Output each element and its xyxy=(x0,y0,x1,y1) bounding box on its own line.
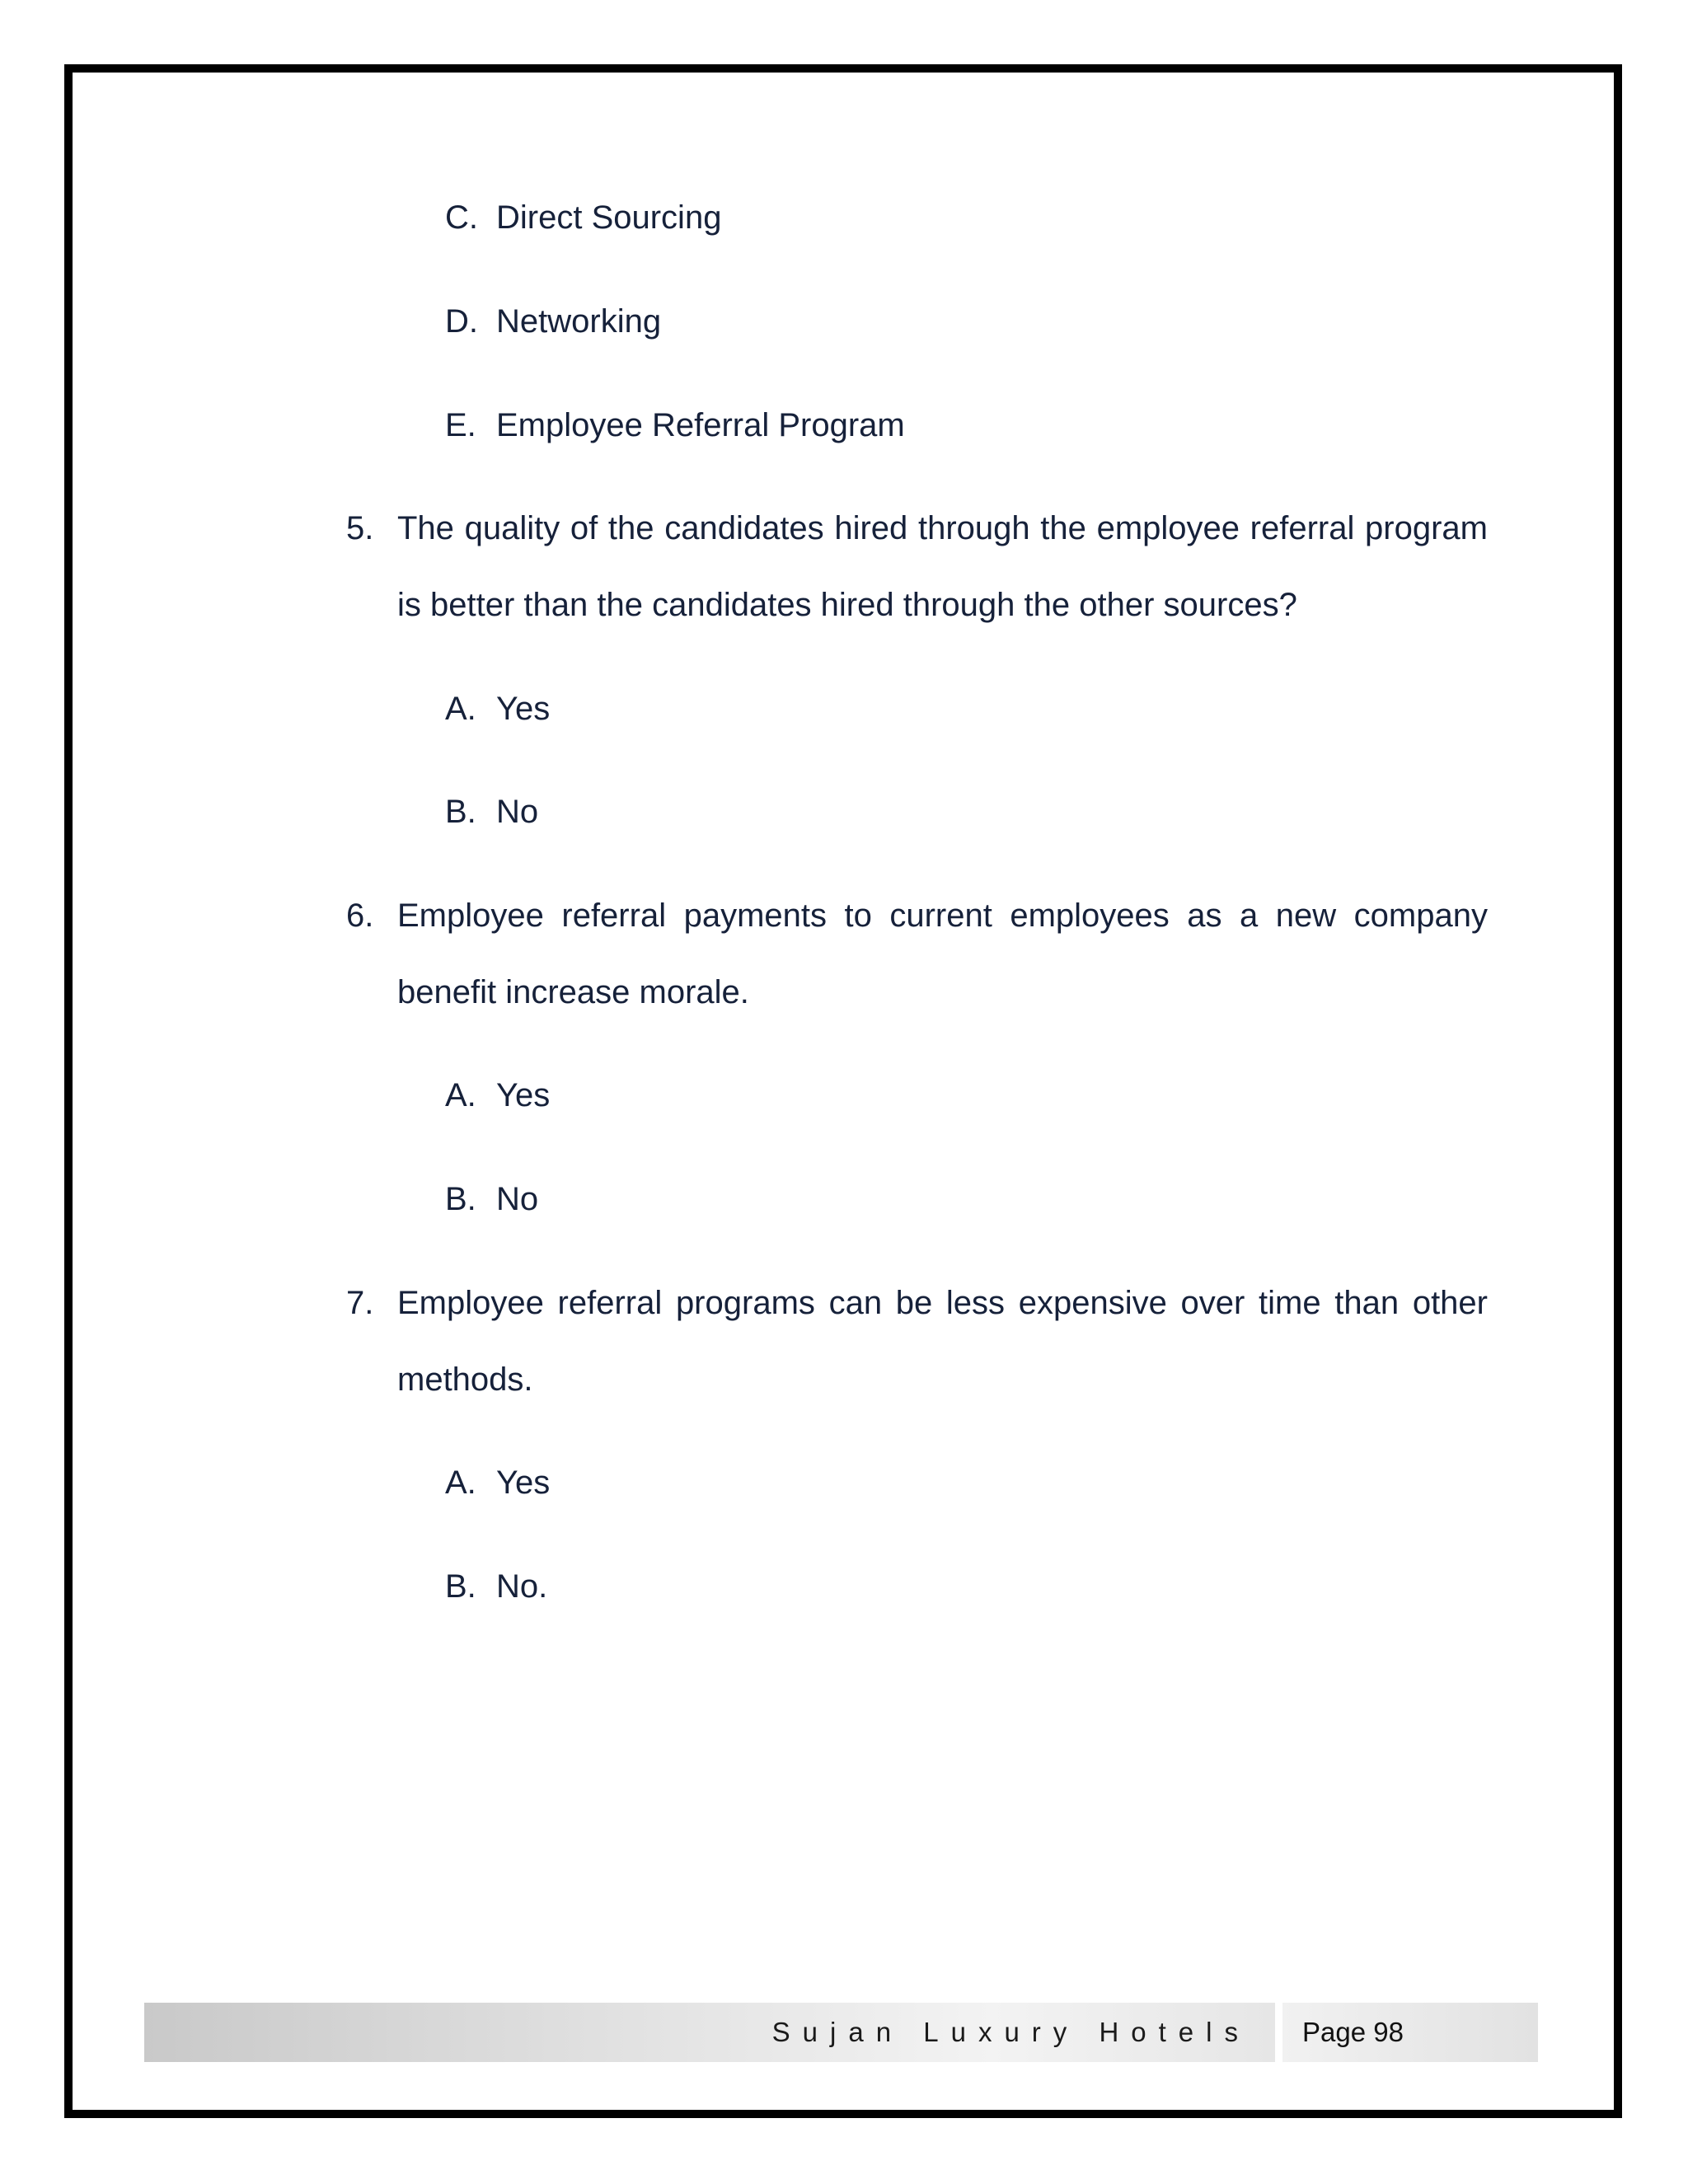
option-text: Direct Sourcing xyxy=(496,199,722,236)
question-text-line: methods. xyxy=(397,1361,533,1398)
option-letter: A. xyxy=(445,1465,476,1501)
question-text-line: Employee referral payments to current employees as a new company xyxy=(397,898,1488,934)
option-text: Employee Referral Program xyxy=(496,407,905,443)
option-letter: B. xyxy=(445,794,476,830)
option-letter: A. xyxy=(445,1077,476,1113)
option-text: No. xyxy=(496,1568,548,1605)
option-text: Yes xyxy=(496,1465,551,1501)
question-number: 5. xyxy=(346,510,374,546)
option-text: No xyxy=(496,794,539,830)
option-letter: D. xyxy=(445,303,478,340)
option-letter: C. xyxy=(445,199,478,236)
option-text: Yes xyxy=(496,691,551,727)
option-text: No xyxy=(496,1181,539,1217)
option-text: Yes xyxy=(496,1077,551,1113)
footer-brand: Sujan Luxury Hotels xyxy=(771,2017,1250,2047)
question-text-line: benefit increase morale. xyxy=(397,974,749,1010)
option-text: Networking xyxy=(496,303,662,340)
footer-page-box xyxy=(1282,2003,1538,2062)
page-border xyxy=(64,64,1622,2118)
option-letter: A. xyxy=(445,691,476,727)
page-number: Page 98 xyxy=(1302,2017,1404,2047)
option-letter: B. xyxy=(445,1181,476,1217)
option-letter: E. xyxy=(445,407,476,443)
question-text-line: is better than the candidates hired through the other sources? xyxy=(397,587,1297,623)
option-letter: B. xyxy=(445,1568,476,1605)
question-number: 7. xyxy=(346,1285,374,1321)
footer-bar xyxy=(144,2003,1275,2062)
question-text-line: Employee referral programs can be less expensive over time than other xyxy=(397,1285,1488,1321)
question-text-line: The quality of the candidates hired through the employee referral program xyxy=(397,510,1488,546)
question-number: 6. xyxy=(346,898,374,934)
